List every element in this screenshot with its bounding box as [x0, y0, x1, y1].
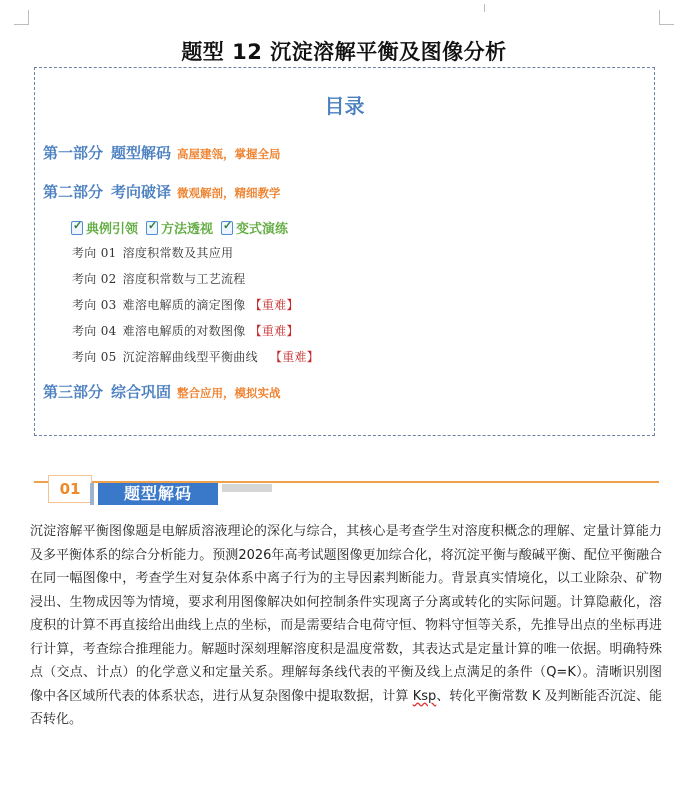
toc-part-label: 第三部分: [43, 383, 104, 401]
page-corner-mark-top-left: [14, 10, 29, 25]
toc-item-label: 考向 03: [72, 298, 117, 312]
banner-decoration: [222, 484, 272, 492]
toc-part-motto: 微观解剖，精细教学: [177, 186, 281, 200]
toc-item-text: 难溶电解质的滴定图像: [122, 298, 246, 312]
toc-item[interactable]: [72, 322, 299, 339]
toc-part-name: 考向破译: [111, 183, 172, 201]
checklist-icon: [221, 221, 233, 235]
difficulty-badge: 【重难】: [249, 298, 299, 312]
toc-item[interactable]: [72, 270, 246, 287]
toc-item-label: 考向 05: [72, 350, 117, 364]
toc-item-label: 考向 01: [72, 246, 117, 260]
toc-item-label: 考向 04: [72, 324, 117, 338]
toc-tag-label: 方法透视: [161, 222, 214, 237]
toc-item[interactable]: [72, 244, 233, 261]
section-title: 题型解码: [98, 483, 218, 505]
toc-tag-row: [71, 218, 288, 237]
toc-item-label: 考向 02: [72, 272, 117, 286]
table-of-contents: [34, 67, 655, 436]
toc-part-label: 第二部分: [43, 183, 104, 201]
toc-heading: 目录: [324, 94, 365, 118]
toc-item[interactable]: [72, 296, 299, 313]
document-title: 题型 12 沉淀溶解平衡及图像分析: [181, 40, 507, 64]
toc-item-text: 溶度积常数及其应用: [122, 246, 234, 260]
toc-item[interactable]: [72, 348, 319, 365]
toc-tag-label: 典例引领: [86, 222, 139, 237]
toc-part-name: 综合巩固: [111, 383, 172, 401]
difficulty-badge: 【重难】: [269, 350, 320, 364]
difficulty-badge: 【重难】: [249, 324, 299, 338]
body-paragraph: [30, 520, 662, 732]
toc-tag-label: 变式演练: [236, 222, 289, 237]
section-banner: [34, 472, 659, 508]
page-corner-mark-top-right: [659, 10, 674, 25]
toc-item-text: 溶度积常数与工艺流程: [122, 272, 246, 286]
toc-part-3[interactable]: [43, 381, 281, 402]
toc-part-1[interactable]: [43, 142, 281, 163]
toc-part-2[interactable]: [43, 181, 281, 202]
section-number: 01: [48, 475, 92, 503]
toc-tag[interactable]: [221, 218, 288, 237]
body-text-part: 、转化平衡常数 K 及判断能否沉淀、能否转化。: [30, 688, 662, 727]
ruler-tick: [484, 4, 485, 12]
banner-accent-bar: [90, 483, 94, 505]
checklist-icon: [146, 221, 158, 235]
toc-part-name: 题型解码: [111, 144, 172, 162]
toc-tag[interactable]: [146, 218, 213, 237]
toc-item-text: 沉淀溶解曲线型平衡曲线: [122, 350, 258, 364]
toc-part-motto: 高屋建瓴，掌握全局: [177, 147, 281, 161]
ksp-term: Ksp: [412, 688, 437, 704]
toc-part-label: 第一部分: [43, 144, 104, 162]
toc-tag[interactable]: [71, 218, 138, 237]
body-text-part: 沉淀溶解平衡图像题是电解质溶液理论的深化与综合，其核心是考查学生对溶度积概念的理解、定量计算能力及多平衡体系的综合分析能力。预测2026年高考试题图像更加综合化，将沉淀平衡与酸碱平衡、配位平衡融合在同一幅图像中，考查学生对复杂体系中离子行为的主导因素判断能力。背景真实情境化，以工业除杂、矿物浸出、生物成因等为情境，要求利用图像解决如何控制条件实现离子分离或转化的实际问题。计算隐蔽化，溶度积的计算不再直接给出曲线上点的坐标，而是需要结合电荷守恒、物料守恒等关系，先推导出点的坐标再进行计算，考查综合推理能力。解题时深刻理解溶度积是温度常数，其表达式是定量计算的唯一依据。明确特殊点（交点、计点）的化学意义和定量关系。理解每条线代表的平衡及线上点满足的条件（Q=K）。清晰识别图像中各区域所代表的体系状态，进行从复杂图像中提取数据，计算: [30, 524, 662, 704]
checklist-icon: [71, 221, 83, 235]
toc-item-text: 难溶电解质的对数图像: [122, 324, 246, 338]
toc-part-motto: 整合应用，模拟实战: [177, 386, 281, 400]
